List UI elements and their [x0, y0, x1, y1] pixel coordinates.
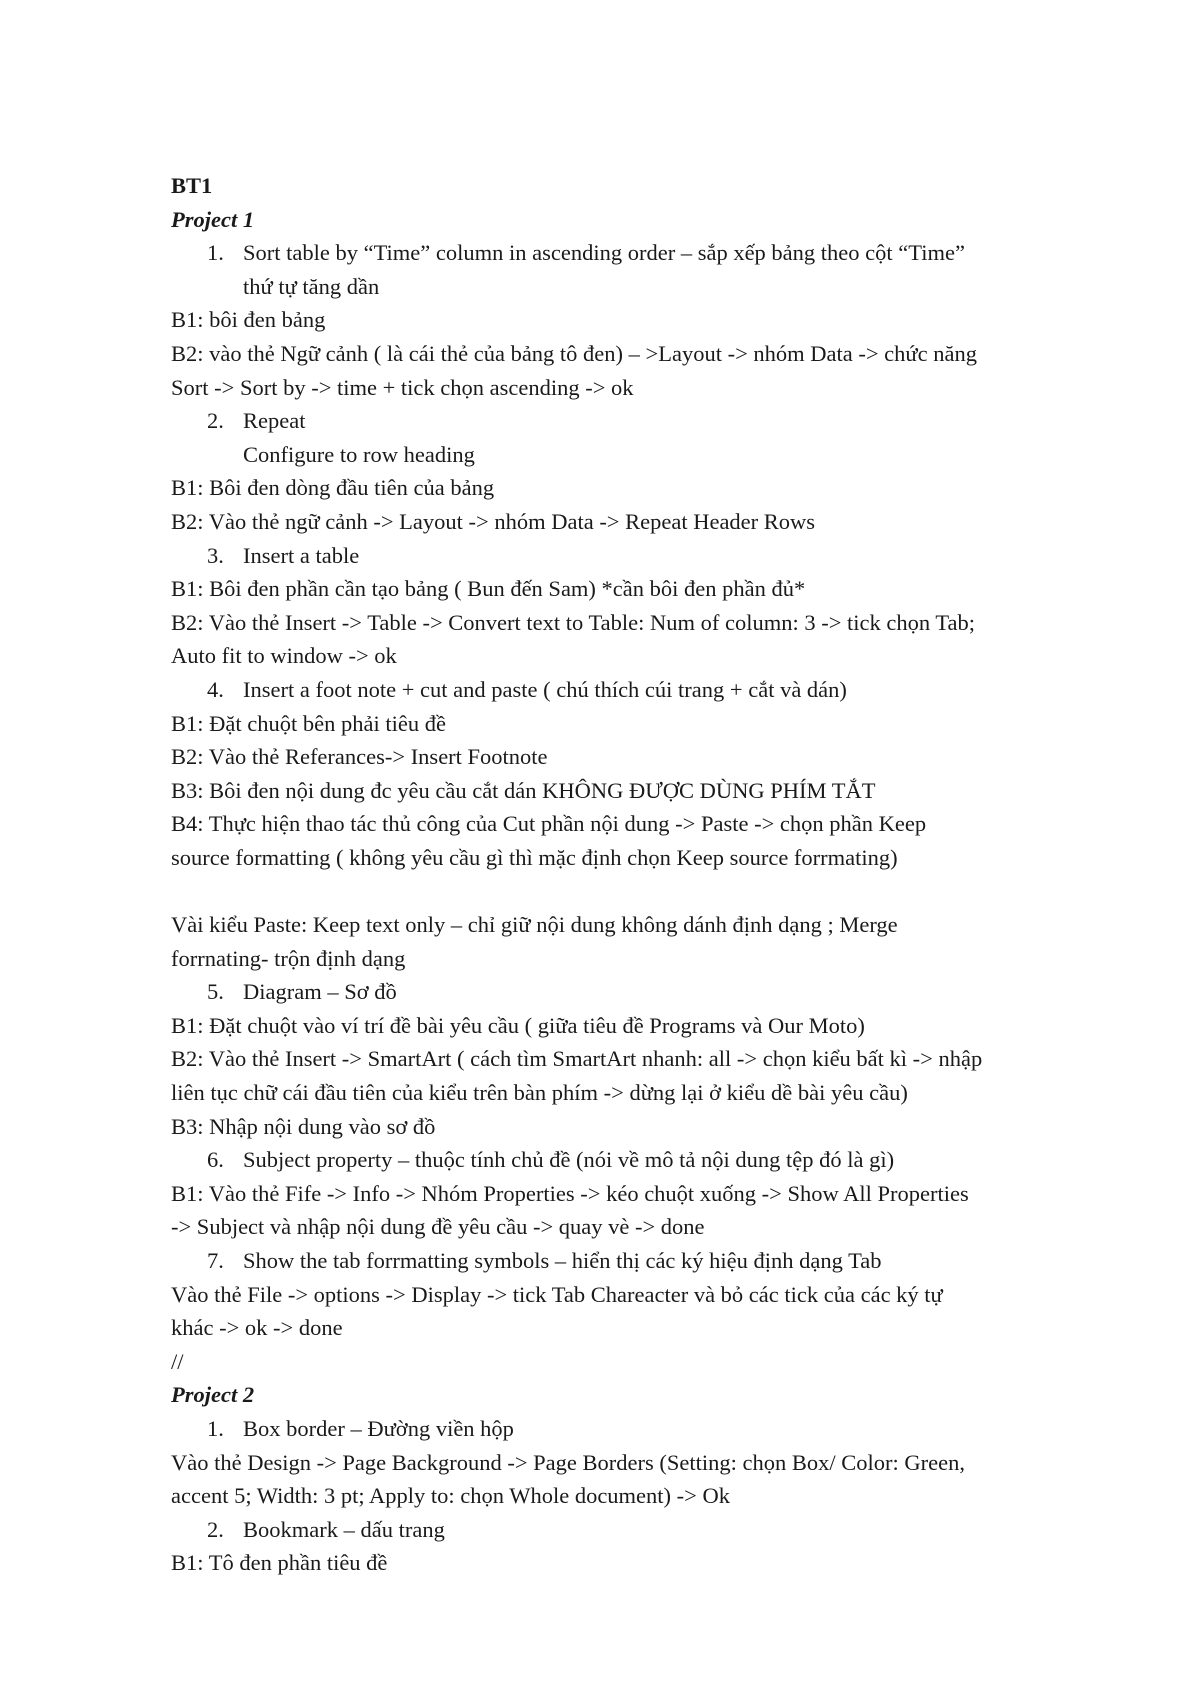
- p1-item-5-step-b3: B3: Nhập nội dung vào sơ đồ: [171, 1113, 436, 1139]
- project-2-heading: Project 2: [171, 1382, 255, 1408]
- document-body: [171, 169, 1101, 1580]
- p2-item-1-number: 1.: [207, 1415, 224, 1441]
- project-1-heading: Project 1: [171, 206, 255, 232]
- p1-item-5-number: 5.: [207, 979, 224, 1005]
- p1-item-4-step-b3: B3: Bôi đen nội dung đc yêu cầu cắt dán KHÔNG ĐƯỢC DÙNG PHÍM TẮT: [171, 777, 876, 803]
- p1-item-7-step: Vào thẻ File -> options -> Display -> tick Tab Chareacter và bỏ các tick của các ký tự: [171, 1281, 943, 1307]
- p1-item-4-text: Insert a foot note + cut and paste ( chú thích cúi trang + cắt và dán): [243, 676, 847, 702]
- p1-item-6-text: Subject property – thuộc tính chủ đề (nói về mô tả nội dung tệp đó là gì): [243, 1147, 895, 1173]
- p1-item-1-step-b2: B2: vào thẻ Ngữ cảnh ( là cái thẻ của bảng tô đen) – >Layout -> nhóm Data -> chức năng: [171, 340, 977, 366]
- p1-item-3-number: 3.: [207, 542, 224, 568]
- p2-item-1-text: Box border – Đường viền hộp: [243, 1415, 514, 1441]
- p1-item-6-step-b1: B1: Vào thẻ Fife -> Info -> Nhóm Properties -> kéo chuột xuống -> Show All Properties: [171, 1180, 969, 1206]
- p1-item-4-step-b4-cont: source formatting ( không yêu cầu gì thì mặc định chọn Keep source forrmating): [171, 844, 898, 870]
- p1-item-6: [171, 1143, 1101, 1177]
- p1-item-1-continuation: thứ tự tăng dần: [243, 273, 380, 299]
- p2-item-2-text: Bookmark – dấu trang: [243, 1516, 445, 1542]
- p1-item-6-step-b1-cont: -> Subject và nhập nội dung đề yêu cầu -> quay vè -> done: [171, 1214, 705, 1240]
- p1-item-4-number: 4.: [207, 676, 224, 702]
- p1-item-5-text: Diagram – Sơ đồ: [243, 979, 397, 1005]
- p1-item-4-step-b1: B1: Đặt chuột bên phải tiêu đề: [171, 710, 446, 736]
- p1-item-3-step-b2: B2: Vào thẻ Insert -> Table -> Convert text to Table: Num of column: 3 -> tick chọn Tab;: [171, 609, 976, 635]
- p1-item-7-step-cont: khác -> ok -> done: [171, 1315, 343, 1341]
- p1-item-1-step-b2-cont: Sort -> Sort by -> time + tick chọn ascending -> ok: [171, 374, 634, 400]
- p1-item-3-step-b1: B1: Bôi đen phần cần tạo bảng ( Bun đến Sam) *cần bôi đen phần đủ*: [171, 576, 806, 602]
- document-title: BT1: [171, 173, 213, 198]
- p1-item-3-text: Insert a table: [243, 542, 360, 568]
- p1-item-7: [171, 1244, 1101, 1278]
- p1-item-3-step-b2-cont: Auto fit to window -> ok: [171, 643, 397, 669]
- p2-item-2: [171, 1513, 1101, 1547]
- section-separator: //: [171, 1348, 184, 1374]
- p1-item-5: [171, 975, 1101, 1009]
- p1-item-2-step-b2: B2: Vào thẻ ngữ cảnh -> Layout -> nhóm Data -> Repeat Header Rows: [171, 508, 816, 534]
- p1-item-2-step-b1: B1: Bôi đen dòng đầu tiên của bảng: [171, 475, 495, 501]
- p1-item-2-number: 2.: [207, 408, 224, 434]
- p1-item-4-step-b4: B4: Thực hiện thao tác thủ công của Cut phần nội dung -> Paste -> chọn phần Keep: [171, 811, 927, 837]
- p1-item-4: [171, 673, 1101, 707]
- p2-item-2-number: 2.: [207, 1516, 224, 1542]
- p1-item-2-continuation: Configure to row heading: [243, 441, 475, 467]
- p2-item-1: [171, 1412, 1101, 1446]
- p1-item-1-step-b1: B1: bôi đen bảng: [171, 307, 326, 333]
- p1-item-5-step-b2-cont: liên tục chữ cái đầu tiên của kiểu trên bàn phím -> dừng lại ở kiểu dề bài yêu cầu): [171, 1080, 908, 1106]
- p1-item-2-text: Repeat: [243, 408, 306, 434]
- p1-item-4-step-b2: B2: Vào thẻ Referances-> Insert Footnote: [171, 744, 548, 770]
- p1-item-2: [171, 404, 1101, 438]
- p1-item-5-step-b2: B2: Vào thẻ Insert -> SmartArt ( cách tìm SmartArt nhanh: all -> chọn kiểu bất kì -> nhập: [171, 1046, 983, 1072]
- p2-item-1-step-cont: accent 5; Width: 3 pt; Apply to: chọn Whole document) -> Ok: [171, 1483, 730, 1509]
- p1-item-1: [171, 236, 1101, 270]
- p1-item-1-number: 1.: [207, 240, 224, 266]
- p1-item-4-paste-note-cont: forrnating- trộn định dạng: [171, 945, 406, 971]
- p1-item-7-text: Show the tab forrmatting symbols – hiển thị các ký hiệu định dạng Tab: [243, 1248, 882, 1273]
- blank-line: [171, 874, 1101, 908]
- p1-item-3: [171, 539, 1101, 573]
- p1-item-1-text: Sort table by “Time” column in ascending order – sắp xếp bảng theo cột “Time”: [243, 240, 965, 266]
- p1-item-6-number: 6.: [207, 1147, 224, 1173]
- p1-item-7-number: 7.: [207, 1248, 224, 1273]
- p2-item-1-step: Vào thẻ Design -> Page Background -> Page Borders (Setting: chọn Box/ Color: Green,: [171, 1449, 965, 1475]
- p1-item-4-paste-note: Vài kiểu Paste: Keep text only – chỉ giữ nội dung không dánh định dạng ; Merge: [171, 912, 898, 938]
- p1-item-5-step-b1: B1: Đặt chuột vào ví trí đề bài yêu cầu ( giữa tiêu đề Programs và Our Moto): [171, 1012, 865, 1038]
- p2-item-2-step-b1: B1: Tô đen phần tiêu đề: [171, 1550, 388, 1576]
